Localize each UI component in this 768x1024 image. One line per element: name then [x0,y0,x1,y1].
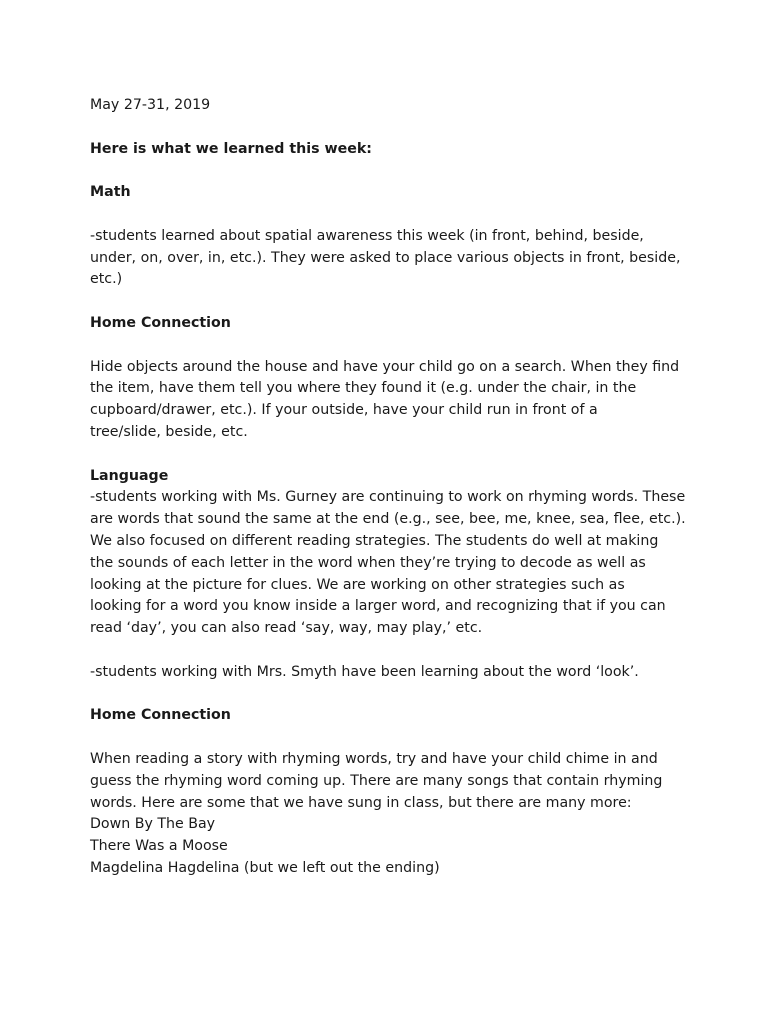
spacer [90,640,690,662]
math-home-connection-body: Hide objects around the house and have your child go on a search. When they find the item, have them tell you where they found it (e.g. under the chair, in the cupboard/drawer, etc.). If your outside, have your child run in front of a tree/slide, beside, etc. [90,358,680,440]
spacer [90,335,690,357]
date-line: May 27-31, 2019 [90,97,211,113]
spacer [90,727,690,749]
newsletter-page [90,95,690,880]
language-home-connection-body: When reading a story with rhyming words, try and have your child chime in and guess the rhyming word coming up. There are many songs that contain rhyming words. Here are some that we have sung in class, but there are many more: [90,750,663,811]
spacer [90,160,690,182]
song-item: Down By The Bay [90,816,216,833]
song-item: There Was a Moose [90,838,228,855]
math-heading: Math [90,184,131,201]
spacer [90,204,690,226]
spacer [90,117,690,139]
math-home-connection-heading: Home Connection [90,314,231,331]
spacer [90,291,690,313]
spacer [90,444,690,466]
language-heading: Language [90,467,169,484]
intro-heading: Here is what we learned this week: [90,140,372,157]
spacer [90,684,690,706]
language-body-smyth: -students working with Mrs. Smyth have been learning about the word ‘look’. [90,663,639,680]
language-body-gurney: -students working with Ms. Gurney are continuing to work on rhyming words. These are words that sound the same at the end (e.g., see, bee, me, knee, sea, flee, etc.). We also focused on different reading strategies. The students do well at making the sounds of each letter in the word when they’re trying to decode as well as looking at the picture for clues. We are working on other strategies such as looking for a word you know inside a larger word, and recognizing that if you can read ‘day’, you can also read ‘say, way, may play,’ etc. [90,489,686,637]
math-body: -students learned about spatial awareness this week (in front, behind, beside, under, on, over, in, etc.). They were asked to place various objects in front, beside, etc.) [90,227,681,288]
song-item: Magdelina Hagdelina (but we left out the ending) [90,859,440,876]
language-home-connection-heading: Home Connection [90,707,231,724]
